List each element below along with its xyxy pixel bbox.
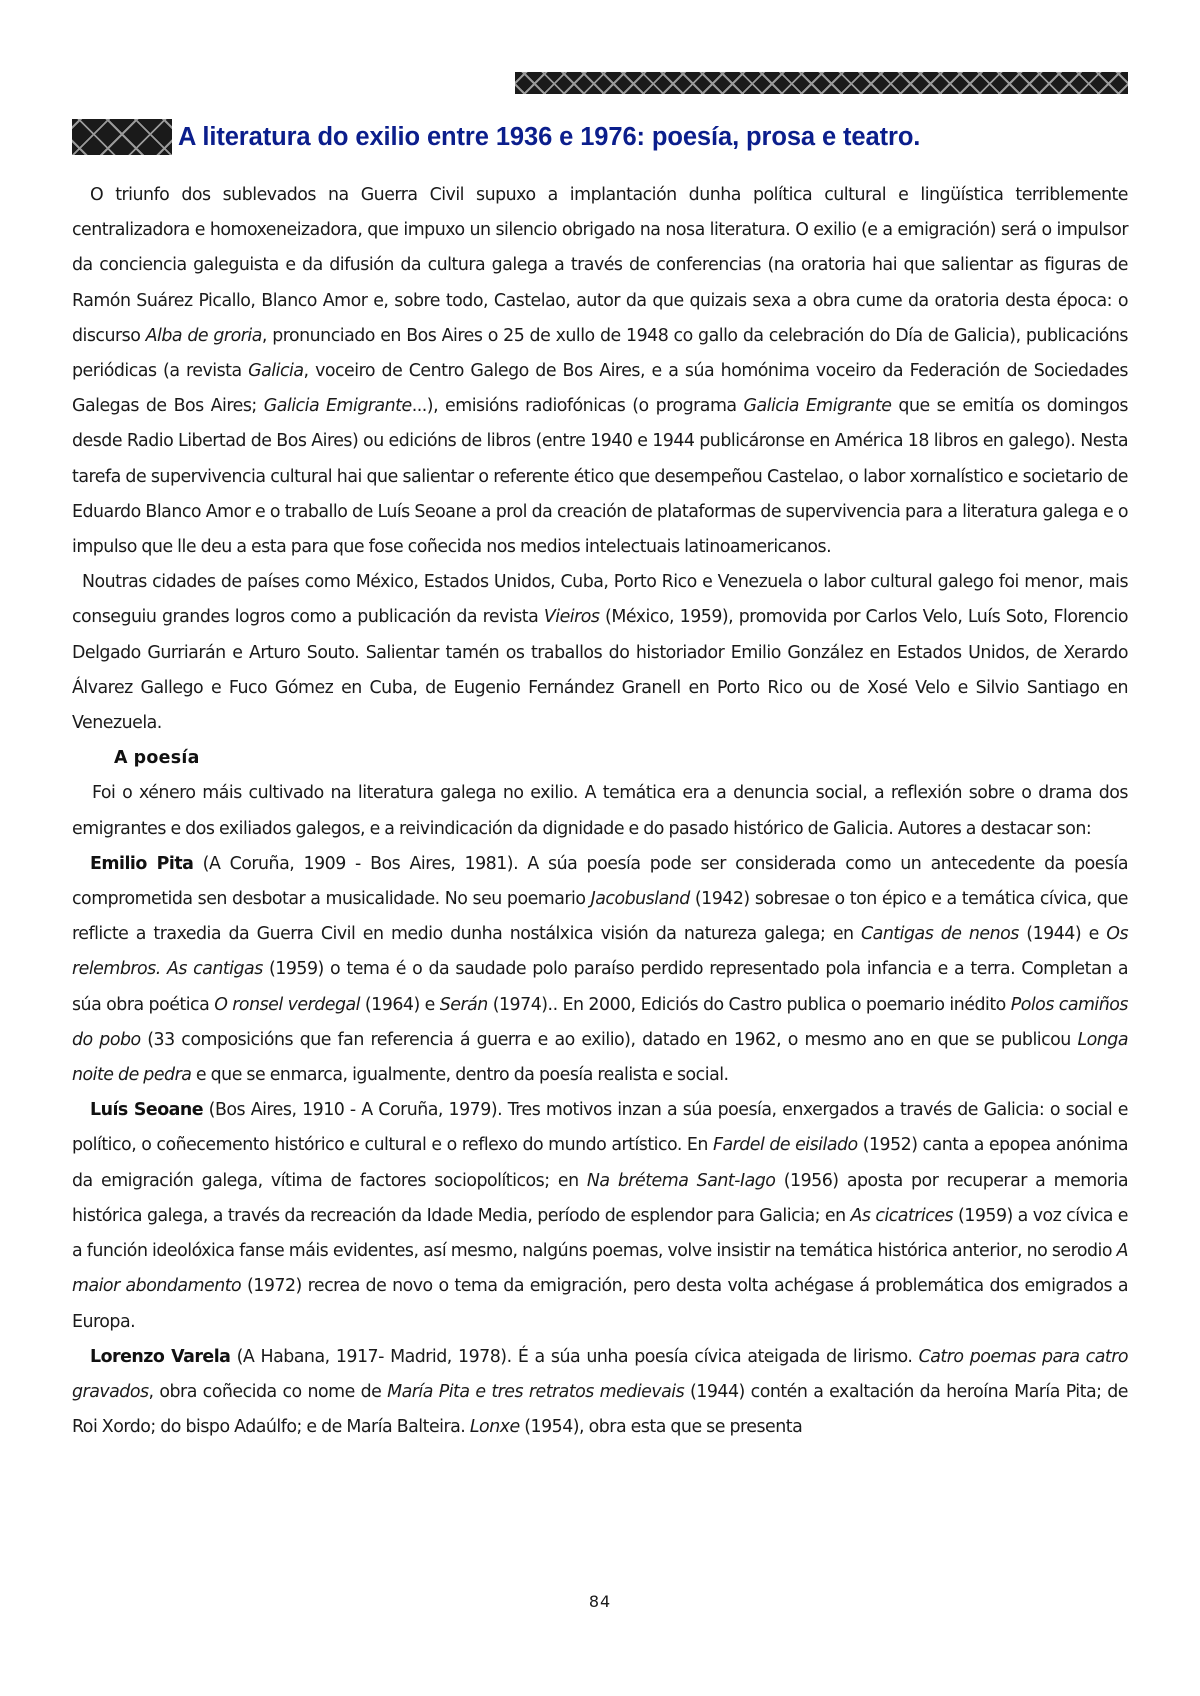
work-title: Polos camiños do pobo <box>72 994 1128 1050</box>
work-title: Catro poemas para catro gravados <box>72 1346 1129 1402</box>
work-title: Longa noite de pedra <box>72 1029 1128 1086</box>
work-title: Fardel de eisilado <box>712 1135 858 1156</box>
author-name: Lorenzo Varela <box>90 1346 231 1367</box>
subsection-heading-poesia: A poesía <box>114 748 200 769</box>
work-title: Galicia Emigrante <box>263 396 412 417</box>
poesia-intro-paragraph: Foi o xénero máis cultivado na literatura galega no exilio. A temática era a denuncia social, a reflexión sobre o drama dos emigrantes e dos exiliados galegos, e a reivindicación da dignidade e do pasado histórico de Galicia. Autores a destacar son: <box>72 783 1128 839</box>
page-title: A literatura do exilio entre 1936 e 1976: poesía, prosa e teatro. <box>178 122 921 151</box>
intro-paragraph-1: O triunfo dos sublevados na Guerra Civil supuxo a implantación dunha política cultural e lingüística terriblemente centralizadora e homoxeneizadora, que impuxo un silencio obrigado na nosa literatura. O exilio (e a emigración) será o impulsor da conciencia galeguista e da difusión da cultura galega a través de conferencias (na oratoria hai que salientar as figuras de Ramón Suárez Picallo, Blanco Amor e, sobre todo, Castelao, autor da que quizais sexa a obra cume da oratoria desta época: o discurso Alba de groria, pronunciado en Bos Aires o 25 de xullo de 1948 co gallo da celebración do Día de Galicia), publicacións periódicas (a revista Galicia, voceiro de Centro Galego de Bos Aires, e a súa homónima voceiro da Federación de Sociedades Galegas de Bos Aires; Galicia Emigrante...), emisións radiofónicas (o programa Galicia Emigrante que se emitía os domingos desde Radio Libertad de Bos Aires) ou edicións de libros (entre 1940 e 1944 publicáronse en América 18 libros en galego). Nesta tarefa de supervivencia cultural hai que salientar o referente ético que desempeñou Castelao, o labor xornalístico e societario de Eduardo Blanco Amor e o traballo de Luís Seoane a prol da creación de plataformas de supervivencia para a literatura galega e o impulso que lle deu a esta para que fose coñecida nos medios intelectuais latinoamericanos. <box>72 185 1128 558</box>
work-title: O ronsel verdegal <box>214 994 360 1015</box>
document-body <box>72 178 1128 1445</box>
work-title: Alba de groria <box>145 325 262 346</box>
work-title: Os relembros. As cantigas <box>72 924 1128 980</box>
work-title: Lonxe <box>469 1417 520 1438</box>
author-paragraph-emilio-pita: Emilio Pita (A Coruña, 1909 - Bos Aires, 1981). A súa poesía pode ser considerada como un antecedente da poesía comprometida sen desbotar a musicalidade. No seu poemario Jacobusland (1942) sobresae o ton épico e a temática cívica, que reflicte a traxedia da Guerra Civil en medio dunha nostálxica visión da natureza galega; en Cantigas de nenos (1944) e Os relembros. As cantigas (1959) o tema é o da saudade polo paraíso perdido representado pola infancia e a terra. Completan a súa obra poética O ronsel verdegal (1964) e Serán (1974).. En 2000, Ediciós do Castro publica o poemario inédito Polos camiños do pobo (33 composicións que fan referencia á guerra e ao exilio), datado en 1962, o mesmo ano en que se publicou Longa noite de pedra e que se enmarca, igualmente, dentro da poesía realista e social. <box>72 853 1128 1086</box>
intro-paragraph-2: Noutras cidades de países como México, Estados Unidos, Cuba, Porto Rico e Venezuela o labor cultural galego foi menor, mais conseguiu grandes logros como a publicación da revista Vieiros (México, 1959), promovida por Carlos Velo, Luís Soto, Florencio Delgado Gurriarán e Arturo Souto. Salientar tamén os traballos do historiador Emilio González en Estados Unidos, de Xerardo Álvarez Gallego e Fuco Gómez en Cuba, de Eugenio Fernández Granell en Porto Rico ou de Xosé Velo e Silvio Santiago en Venezuela. <box>72 572 1128 734</box>
author-name: Luís Seoane <box>90 1100 204 1121</box>
work-title: A maior abondamento <box>72 1241 1128 1297</box>
page-number: 84 <box>588 1592 612 1611</box>
work-title: Na brétema Sant-Iago <box>586 1170 776 1191</box>
work-title: María Pita e tres retratos medievais <box>387 1381 685 1402</box>
decorative-heading-block <box>72 119 172 155</box>
work-title: Vieiros <box>543 607 600 628</box>
work-title: Cantigas de nenos <box>861 924 1019 945</box>
author-name: Emilio Pita <box>90 853 194 874</box>
work-title: Jacobusland <box>590 889 690 910</box>
work-title: Serán <box>439 994 488 1015</box>
work-title: Galicia <box>248 361 304 382</box>
work-title: As cicatrices <box>850 1205 954 1226</box>
decorative-banner <box>515 72 1128 94</box>
section-heading <box>72 118 1132 156</box>
author-paragraph-lorenzo-varela: Lorenzo Varela (A Habana, 1917- Madrid, 1978). É a súa unha poesía cívica ateigada de lirismo. Catro poemas para catro gravados, obra coñecida co nome de María Pita e tres retratos medievais (1944) contén a exaltación da heroína María Pita; de Roi Xordo; do bispo Adaúlfo; e de María Balteira. Lonxe (1954), obra esta que se presenta <box>72 1346 1129 1438</box>
work-title: Galicia Emigrante <box>743 396 892 417</box>
author-paragraph-luis-seoane: Luís Seoane (Bos Aires, 1910 - A Coruña, 1979). Tres motivos inzan a súa poesía, enxergados a través de Galicia: o social e político, o coñecemento histórico e cultural e o reflexo do mundo artístico. En Fardel de eisilado (1952) canta a epopea anónima da emigración galega, vítima de factores sociopolíticos; en Na brétema Sant-Iago (1956) aposta por recuperar a memoria histórica galega, a través da recreación da Idade Media, período de esplendor para Galicia; en As cicatrices (1959) a voz cívica e a función ideolóxica fanse máis evidentes, así mesmo, nalgúns poemas, volve insistir na temática histórica anterior, no serodio A maior abondamento (1972) recrea de novo o tema da emigración, pero desta volta achégase á problemática dos emigrados a Europa. <box>72 1100 1128 1332</box>
